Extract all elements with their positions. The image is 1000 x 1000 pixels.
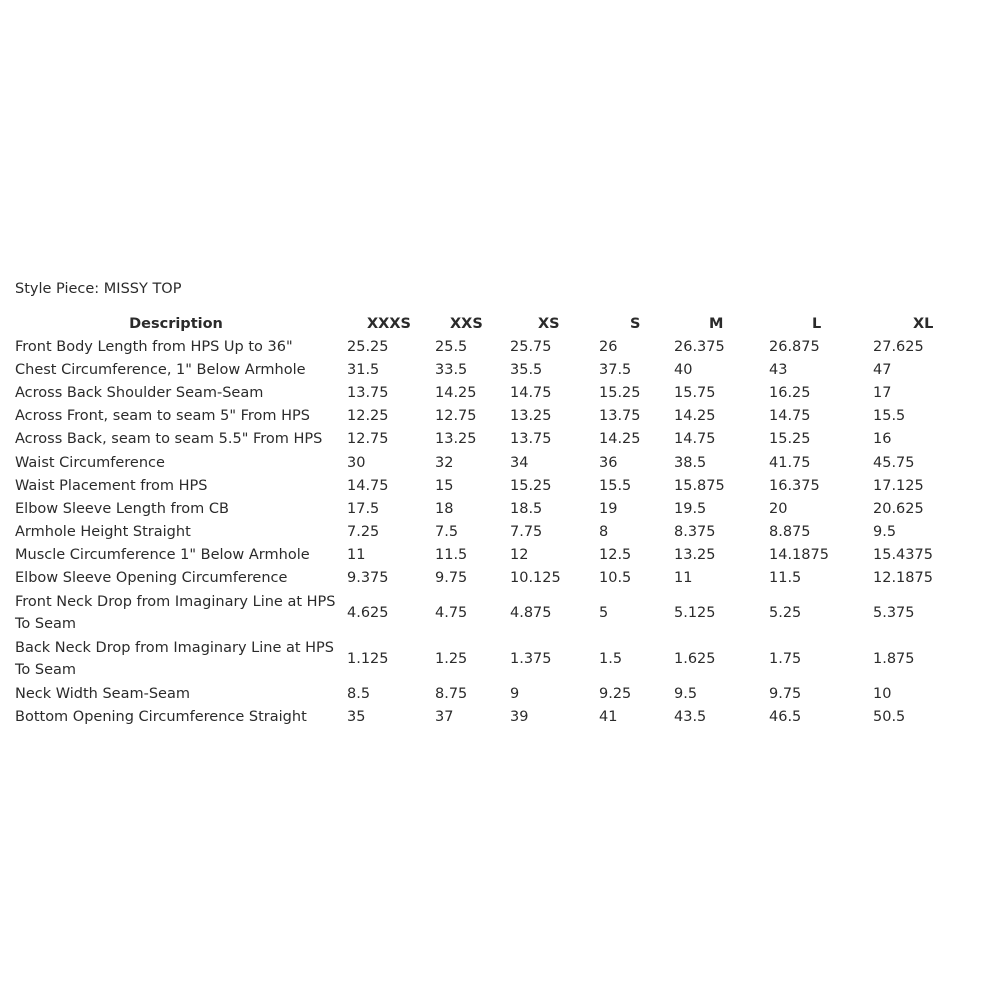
table-row xyxy=(10,335,974,358)
cell-xxs: 9.75 xyxy=(435,570,468,587)
cell-xl: 20.625 xyxy=(873,500,924,517)
cell-xs: 18.5 xyxy=(510,500,543,517)
cell-xxs: 37 xyxy=(435,708,454,725)
cell-xs: 7.75 xyxy=(510,524,543,541)
cell-xs: 10.125 xyxy=(510,570,561,587)
cell-xxxs: 13.75 xyxy=(347,384,389,401)
cell-s: 8 xyxy=(599,524,609,541)
cell-xxxs: 7.25 xyxy=(347,524,380,541)
cell-l: 14.75 xyxy=(769,408,811,425)
cell-xs: 13.75 xyxy=(510,431,552,448)
cell-xs: 25.75 xyxy=(510,338,552,355)
table-row xyxy=(10,521,974,544)
cell-xxxs: 4.625 xyxy=(347,605,389,622)
cell-m: 8.375 xyxy=(674,524,716,541)
cell-m: 26.375 xyxy=(674,338,725,355)
cell-xl: 16 xyxy=(873,431,892,448)
cell-s: 15.5 xyxy=(599,477,632,494)
cell-s: 1.5 xyxy=(599,651,623,668)
cell-l: 43 xyxy=(769,361,788,378)
cell-xl: 45.75 xyxy=(873,454,915,471)
cell-xxs: 4.75 xyxy=(435,605,468,622)
cell-xxs: 1.25 xyxy=(435,651,468,668)
cell-l: 8.875 xyxy=(769,524,811,541)
cell-s: 37.5 xyxy=(599,361,632,378)
row-description: Neck Width Seam-Seam xyxy=(15,685,190,702)
column-header-description: Description xyxy=(129,315,223,332)
table-row xyxy=(10,497,974,520)
cell-m: 11 xyxy=(674,570,693,587)
style-piece-title: Style Piece: MISSY TOP xyxy=(15,281,182,297)
cell-xl: 12.1875 xyxy=(873,570,933,587)
row-description: Front Neck Drop from Imaginary Line at HPS To Seam xyxy=(15,594,336,633)
cell-xxs: 8.75 xyxy=(435,685,468,702)
cell-xs: 1.375 xyxy=(510,651,552,668)
cell-l: 16.25 xyxy=(769,384,811,401)
cell-xl: 10 xyxy=(873,685,892,702)
cell-xxxs: 11 xyxy=(347,547,366,564)
table-row xyxy=(10,405,974,428)
cell-s: 14.25 xyxy=(599,431,641,448)
cell-xxxs: 12.75 xyxy=(347,431,389,448)
cell-m: 15.875 xyxy=(674,477,725,494)
cell-xs: 13.25 xyxy=(510,408,552,425)
cell-xs: 34 xyxy=(510,454,529,471)
cell-xl: 47 xyxy=(873,361,892,378)
column-header-xs: XS xyxy=(538,315,560,332)
column-header-xxxs: XXXS xyxy=(367,315,411,332)
cell-xl: 17 xyxy=(873,384,892,401)
table-header-row xyxy=(10,312,974,335)
table-row xyxy=(10,705,974,728)
cell-xxxs: 25.25 xyxy=(347,338,389,355)
cell-xs: 39 xyxy=(510,708,529,725)
cell-l: 41.75 xyxy=(769,454,811,471)
table-row xyxy=(10,544,974,567)
cell-xxs: 12.75 xyxy=(435,408,477,425)
cell-l: 26.875 xyxy=(769,338,820,355)
table-row xyxy=(10,358,974,381)
cell-xxxs: 8.5 xyxy=(347,685,371,702)
cell-s: 26 xyxy=(599,338,618,355)
cell-xxxs: 12.25 xyxy=(347,408,389,425)
row-description: Waist Circumference xyxy=(15,454,165,471)
row-description: Across Front, seam to seam 5" From HPS xyxy=(15,408,311,425)
cell-xxs: 7.5 xyxy=(435,524,459,541)
row-description: Armhole Height Straight xyxy=(15,524,191,541)
cell-xs: 14.75 xyxy=(510,384,552,401)
cell-m: 40 xyxy=(674,361,693,378)
cell-s: 9.25 xyxy=(599,685,632,702)
cell-xxxs: 35 xyxy=(347,708,366,725)
row-description: Elbow Sleeve Length from CB xyxy=(15,500,229,517)
cell-l: 15.25 xyxy=(769,431,811,448)
table-row xyxy=(10,682,974,705)
cell-m: 19.5 xyxy=(674,500,707,517)
cell-xl: 5.375 xyxy=(873,605,915,622)
row-description: Front Body Length from HPS Up to 36" xyxy=(15,338,293,355)
cell-s: 15.25 xyxy=(599,384,641,401)
table-row xyxy=(10,636,974,682)
column-header-l: L xyxy=(812,315,822,332)
table-row xyxy=(10,474,974,497)
cell-l: 11.5 xyxy=(769,570,802,587)
column-header-xl: XL xyxy=(913,315,934,332)
cell-xl: 27.625 xyxy=(873,338,924,355)
column-header-m: M xyxy=(709,315,724,332)
cell-xxxs: 17.5 xyxy=(347,500,380,517)
cell-l: 46.5 xyxy=(769,708,802,725)
cell-xl: 50.5 xyxy=(873,708,906,725)
cell-l: 5.25 xyxy=(769,605,802,622)
cell-m: 13.25 xyxy=(674,547,716,564)
cell-xs: 9 xyxy=(510,685,520,702)
cell-xs: 12 xyxy=(510,547,529,564)
cell-s: 5 xyxy=(599,605,609,622)
cell-xl: 1.875 xyxy=(873,651,915,668)
row-description: Across Back Shoulder Seam-Seam xyxy=(15,384,264,401)
row-description: Elbow Sleeve Opening Circumference xyxy=(15,570,288,587)
table-row xyxy=(10,381,974,404)
cell-l: 1.75 xyxy=(769,651,802,668)
table-row xyxy=(10,451,974,474)
size-spec-table xyxy=(10,312,974,728)
cell-m: 15.75 xyxy=(674,384,716,401)
column-header-xxs: XXS xyxy=(450,315,483,332)
cell-xxs: 11.5 xyxy=(435,547,468,564)
cell-xxxs: 30 xyxy=(347,454,366,471)
cell-s: 41 xyxy=(599,708,618,725)
cell-xs: 4.875 xyxy=(510,605,552,622)
cell-m: 5.125 xyxy=(674,605,716,622)
cell-xl: 15.5 xyxy=(873,408,906,425)
table-row xyxy=(10,590,974,636)
cell-l: 9.75 xyxy=(769,685,802,702)
column-header-s: S xyxy=(630,315,641,332)
cell-xxs: 13.25 xyxy=(435,431,477,448)
cell-l: 20 xyxy=(769,500,788,517)
cell-s: 19 xyxy=(599,500,618,517)
table-row xyxy=(10,428,974,451)
cell-m: 9.5 xyxy=(674,685,698,702)
cell-m: 43.5 xyxy=(674,708,707,725)
cell-xs: 15.25 xyxy=(510,477,552,494)
cell-s: 10.5 xyxy=(599,570,632,587)
cell-m: 1.625 xyxy=(674,651,716,668)
cell-xs: 35.5 xyxy=(510,361,543,378)
cell-xxs: 14.25 xyxy=(435,384,477,401)
cell-xxxs: 31.5 xyxy=(347,361,380,378)
row-description: Chest Circumference, 1" Below Armhole xyxy=(15,361,306,378)
cell-xxs: 15 xyxy=(435,477,454,494)
cell-xxxs: 1.125 xyxy=(347,651,389,668)
cell-s: 12.5 xyxy=(599,547,632,564)
row-description: Back Neck Drop from Imaginary Line at HPS To Seam xyxy=(15,640,335,679)
row-description: Muscle Circumference 1" Below Armhole xyxy=(15,547,310,564)
row-description: Across Back, seam to seam 5.5" From HPS xyxy=(15,431,323,448)
cell-xxs: 18 xyxy=(435,500,454,517)
cell-xl: 15.4375 xyxy=(873,547,933,564)
cell-m: 14.75 xyxy=(674,431,716,448)
cell-s: 36 xyxy=(599,454,618,471)
table-row xyxy=(10,567,974,590)
row-description: Waist Placement from HPS xyxy=(15,477,208,494)
cell-xl: 17.125 xyxy=(873,477,924,494)
row-description: Bottom Opening Circumference Straight xyxy=(15,708,307,725)
cell-xl: 9.5 xyxy=(873,524,897,541)
cell-m: 14.25 xyxy=(674,408,716,425)
cell-xxxs: 9.375 xyxy=(347,570,389,587)
cell-s: 13.75 xyxy=(599,408,641,425)
cell-xxs: 25.5 xyxy=(435,338,468,355)
cell-l: 16.375 xyxy=(769,477,820,494)
cell-l: 14.1875 xyxy=(769,547,829,564)
cell-xxs: 33.5 xyxy=(435,361,468,378)
cell-xxxs: 14.75 xyxy=(347,477,389,494)
cell-m: 38.5 xyxy=(674,454,707,471)
cell-xxs: 32 xyxy=(435,454,454,471)
